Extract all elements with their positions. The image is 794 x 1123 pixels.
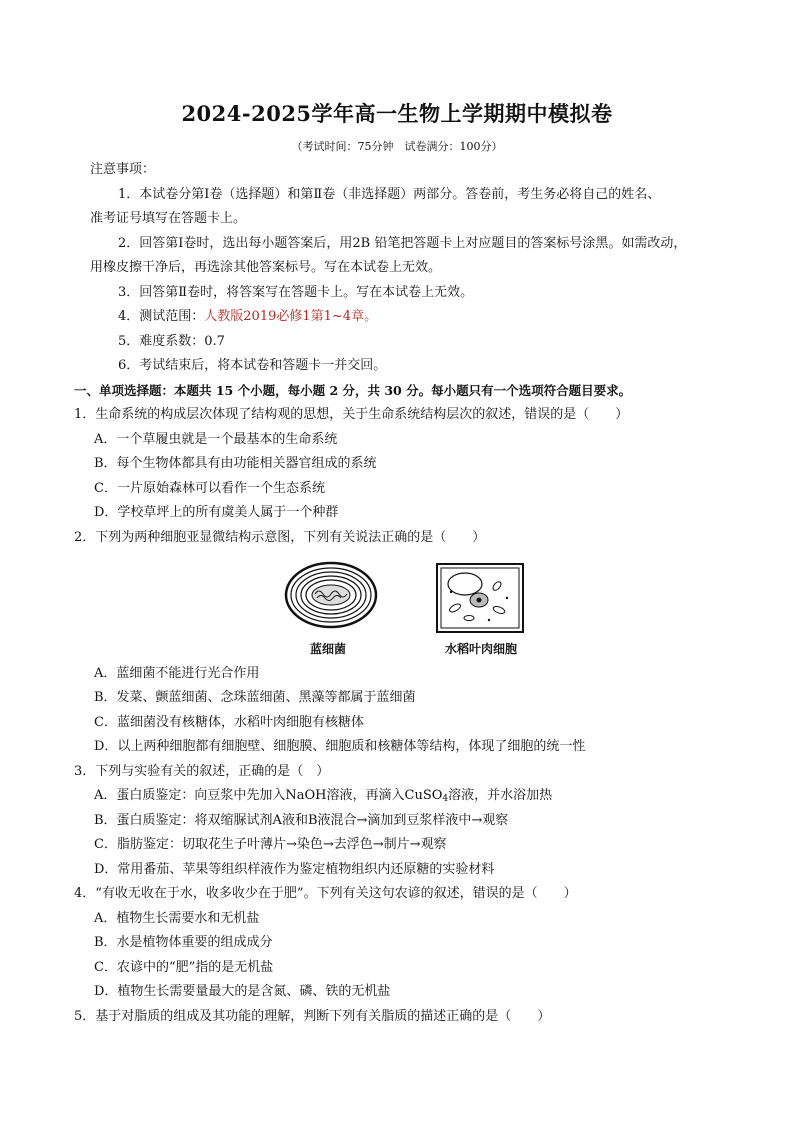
subscript-4: 4 [442, 794, 449, 804]
question-1-option-a: A．一个草履虫就是一个最基本的生命系统 [94, 432, 338, 447]
test-scope: 人教版2019必修1第1~4章。 [204, 309, 378, 324]
question-1-stem: 1．生命系统的构成层次体现了结构观的思想，关于生命系统结构层次的叙述，错误的是（ ） [74, 407, 629, 422]
notice-item-4 [118, 309, 377, 325]
notice-item-1-cont: 准考证号填写在答题卡上。 [90, 211, 247, 226]
question-4-option-b: B．水是植物体重要的组成成分 [94, 935, 273, 950]
cyanobacteria-diagram [283, 560, 379, 630]
question-2-option-b: B．发菜、颤蓝细菌、念珠蓝细菌、黑藻等都属于蓝细菌 [94, 690, 416, 705]
notice-heading: 注意事项： [90, 162, 156, 177]
question-2-option-d: D．以上两种细胞都有细胞壁、细胞膜、细胞质和核糖体等结构，体现了细胞的统一性 [94, 739, 586, 754]
question-2-option-c: C．蓝细菌没有核糖体，水稻叶肉细胞有核糖体 [94, 715, 364, 730]
question-5-stem: 5．基于对脂质的组成及其功能的理解，判断下列有关脂质的描述正确的是（ ） [74, 1009, 551, 1024]
question-3-option-d: D．常用番茄、苹果等组织样液作为鉴定植物组织内还原糖的实验材料 [94, 862, 495, 877]
notice-item-2-cont: 用橡皮擦干净后，再选涂其他答案标号。写在本试卷上无效。 [90, 260, 442, 275]
notice-item-6: 6．考试结束后，将本试卷和答题卡一并交回。 [118, 358, 387, 373]
exam-info: （考试时间：75分钟 试卷满分：100分） [291, 140, 503, 153]
page-title: 2024-2025学年高一生物上学期期中模拟卷 [181, 101, 613, 126]
question-2-stem: 2．下列为两种细胞亚显微结构示意图，下列有关说法正确的是（ ） [74, 530, 486, 545]
question-3-option-a-text: A．蛋白质鉴定：向豆浆中先加入NaOH溶液，再滴入CuSO [94, 788, 443, 803]
question-1-option-b: B．每个生物体都具有由功能相关器官组成的系统 [94, 456, 377, 471]
question-2-option-a: A．蓝细菌不能进行光合作用 [94, 666, 260, 681]
cyanobacteria-label: 蓝细菌 [310, 642, 347, 656]
question-3-option-b: B．蛋白质鉴定：将双缩脲试剂A液和B液混合→滴加到豆浆样液中→观察 [94, 813, 509, 828]
question-3-option-a [94, 788, 552, 804]
question-4-option-d: D．植物生长需要量最大的是含氮、磷、铁的无机盐 [94, 984, 391, 999]
notice-item-2: 2．回答第Ⅰ卷时，选出每小题答案后，用2B 铅笔把答题卡上对应题目的答案标号涂黑。如需改动， [118, 236, 687, 251]
rice-leaf-cell-label: 水稻叶肉细胞 [445, 642, 518, 656]
question-3-option-a-text-end: 溶液，并水浴加热 [448, 788, 553, 803]
notice-item-1: 1．本试卷分第Ⅰ卷（选择题）和第Ⅱ卷（非选择题）两部分。答卷前，考生务必将自己的姓名、 [118, 187, 661, 202]
question-4-option-c: C．农谚中的“肥”指的是无机盐 [94, 960, 274, 975]
question-4-stem: 4．“有收无收在于水，收多收少在于肥”。下列有关这句农谚的叙述，错误的是（ ） [74, 886, 577, 901]
question-3-stem: 3．下列与实验有关的叙述，正确的是（ ） [74, 764, 330, 779]
notice-item-3: 3．回答第Ⅱ卷时，将答案写在答题卡上。写在本试卷上无效。 [118, 285, 474, 300]
question-1-option-c: C．一片原始森林可以看作一个生态系统 [94, 481, 325, 496]
notice-item-4-label: 4．测试范围： [118, 309, 205, 324]
section-heading: 一、单项选择题：本题共 15 个小题，每小题 2 分，共 30 分。每小题只有一个选项符合题目要求。 [74, 383, 632, 398]
rice-leaf-cell-diagram [435, 562, 525, 634]
question-4-option-a: A．植物生长需要水和无机盐 [94, 911, 260, 926]
question-3-option-c: C．脂肪鉴定：切取花生子叶薄片→染色→去浮色→制片→观察 [94, 837, 447, 852]
notice-item-5: 5．难度系数：0.7 [118, 334, 225, 349]
question-1-option-d: D．学校草坪上的所有虞美人属于一个种群 [94, 505, 339, 520]
